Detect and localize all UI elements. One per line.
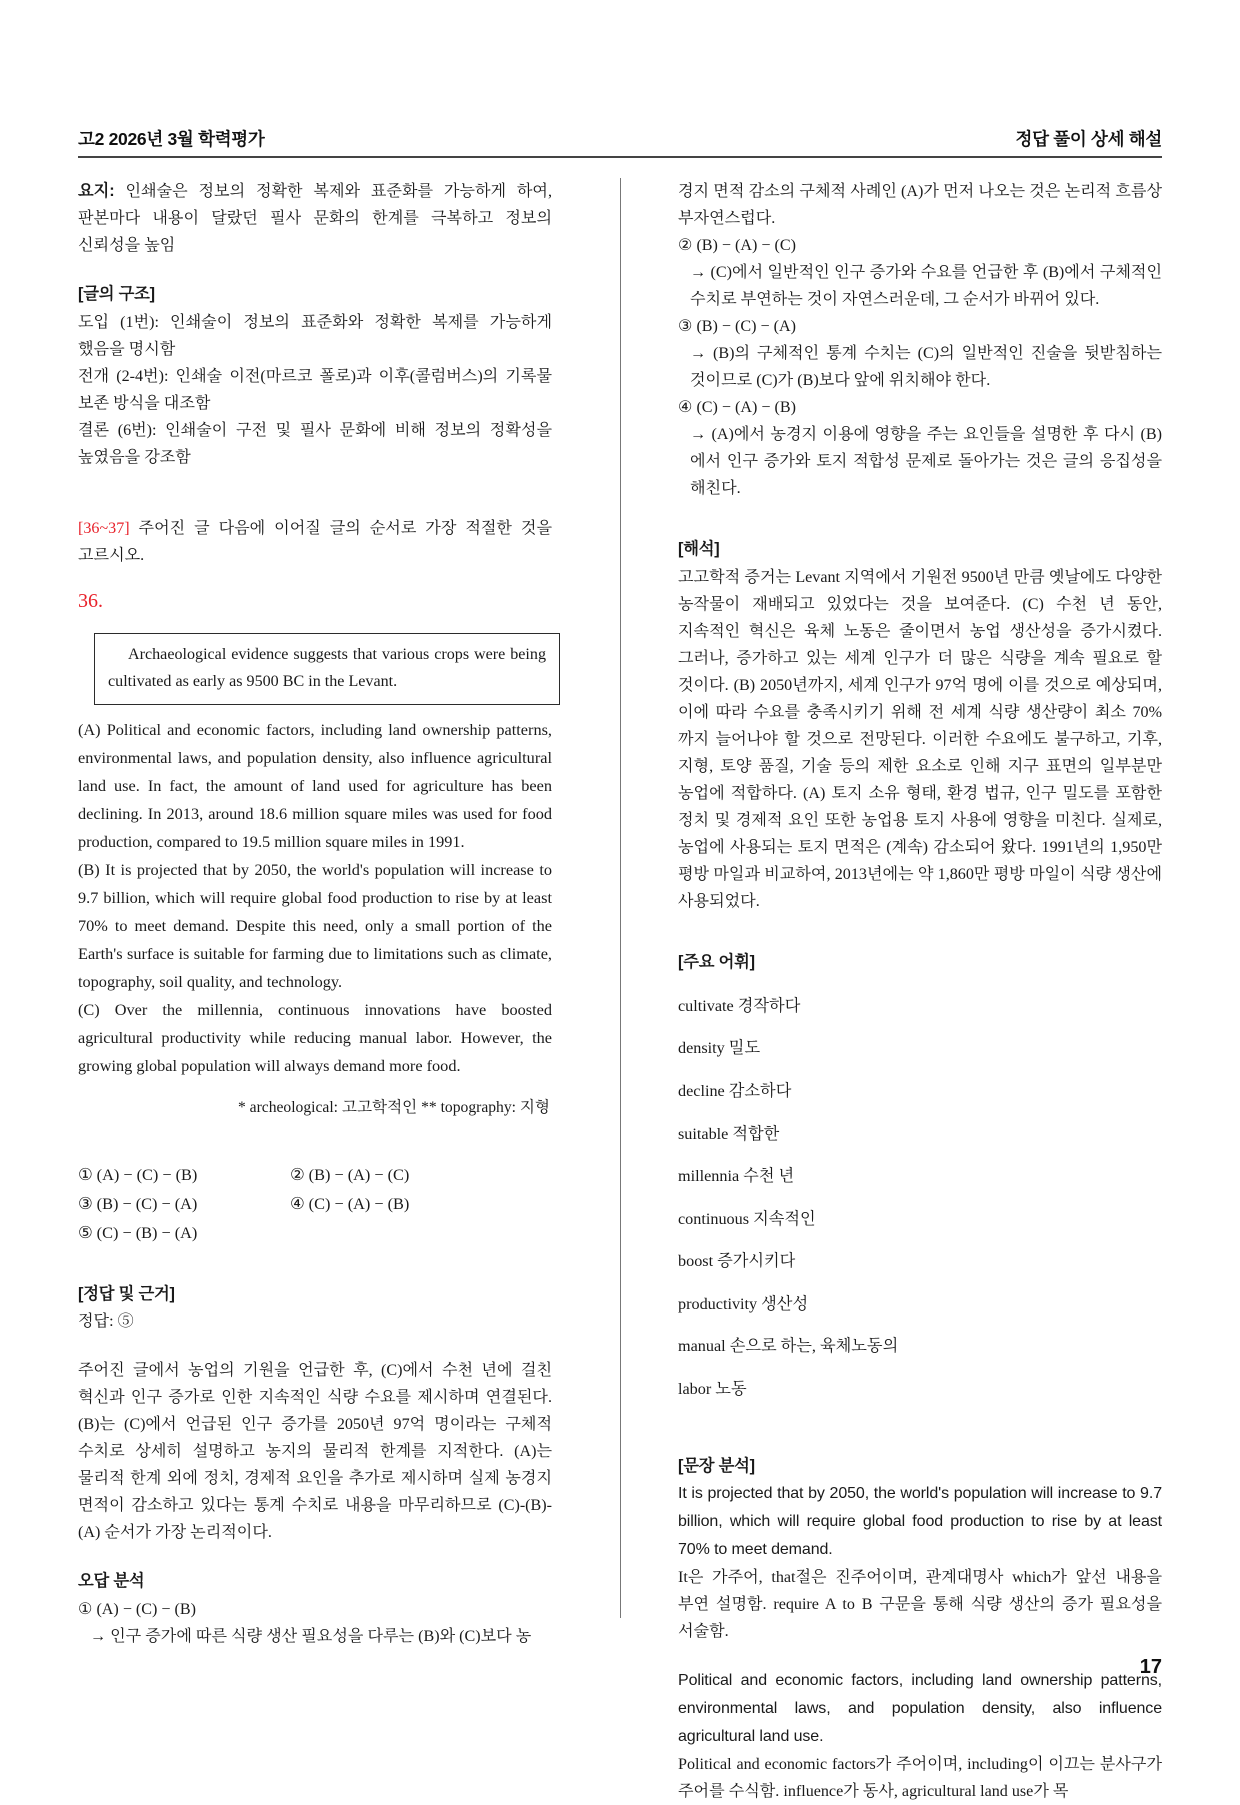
sentence-analysis-english-2: Political and economic factors, including land ownership patterns, environmental laws, and population density, also influence agricultural land use. bbox=[678, 1672, 1162, 1746]
vocabulary-item: density 밀도 bbox=[678, 1039, 761, 1058]
choice-1[interactable]: ① (A) − (C) − (B) bbox=[78, 1164, 198, 1184]
structure-heading: [글의 구조] bbox=[78, 285, 155, 304]
question-range-instruction bbox=[78, 515, 552, 569]
spacer bbox=[78, 471, 552, 515]
answer-rationale: 주어진 글에서 농업의 기원을 언급한 후, (C)에서 수천 년에 걸친 혁신과 인구 증가로 인한 지속적인 식량 수요를 제시하며 연결된다. (B)는 (C)에서 언급된 인구 증가를 2050년 97억 명이라는 구체적 수치로 상세히 설명하고 농지의 물리적 한계를 지적한다. (A)는 물리적 한계 외에 정치, 경제적 요인을 추가로 제시하며 실제 농경지 면적이 감소하고 있다는 통계 수치로 내용을 마무리하므로 (C)-(B)-(A) 순서가 가장 논리적이다. bbox=[78, 1361, 552, 1542]
choice-row bbox=[78, 1218, 552, 1247]
summary-text: 인쇄술은 정보의 정확한 복제와 표준화를 가능하게 하여, 판본마다 내용이 달랐던 필사 문화의 한계를 극복하고 정보의 신뢰성을 높임 bbox=[78, 183, 552, 255]
vocabulary-item: manual 손으로 하는, 육체노동의 bbox=[678, 1337, 899, 1356]
wrong-analysis-choice-2: ② (B) − (A) − (C) bbox=[678, 237, 796, 255]
sentence-analysis-korean-2: Political and economic factors가 주어이며, including이 이끄는 분사구가 주어를 수식함. influence가 동사, agricultural land use가 목 bbox=[678, 1756, 1162, 1801]
spacer bbox=[678, 502, 1162, 536]
choice-row bbox=[78, 1189, 552, 1218]
choice-2[interactable]: ② (B) − (A) − (C) bbox=[290, 1164, 410, 1184]
spacer bbox=[78, 1546, 552, 1568]
wrong-analysis-heading: 오답 분석 bbox=[78, 1572, 145, 1591]
passage-footnote: * archeological: 고고학적인 ** topography: 지형 bbox=[237, 1099, 550, 1117]
vocabulary-item: labor 노동 bbox=[678, 1380, 747, 1399]
wrong-analysis-choice-1: ① (A) − (C) − (B) bbox=[78, 1600, 196, 1618]
question-range-tag: [36~37] bbox=[78, 519, 130, 537]
spacer bbox=[78, 1247, 552, 1281]
header-section-title: 정답 풀이 상세 해설 bbox=[1015, 129, 1162, 149]
wrong-analysis-choice-4: ④ (C) − (A) − (B) bbox=[678, 399, 796, 417]
column-gap bbox=[562, 178, 678, 1618]
answer-choices bbox=[78, 1160, 552, 1247]
passage-box bbox=[94, 633, 560, 705]
question-range-text: 주어진 글 다음에 이어질 글의 순서로 가장 적절한 것을 고르시오. bbox=[78, 519, 552, 564]
vocabulary-item: suitable 적합한 bbox=[678, 1124, 780, 1143]
vocabulary-item: decline 감소하다 bbox=[678, 1081, 792, 1100]
left-column bbox=[78, 178, 562, 1645]
translation-text: 고고학적 증거는 Levant 지역에서 기원전 9500년 만큼 옛날에도 다양한 농작물이 재배되고 있었다는 것을 보여준다. (C) 수천 년 동안, 지속적인 혁신은 육체 노동은 줄이면서 농업 생산성을 증가시켰다. 그러나, 증가하고 있는 세계 인구가 더 많은 식량을 계속 필요로 할 것이다. (B) 2050년까지, 세계 인구가 97억 명에 이를 것으로 예상되며, 이에 따라 수요를 충족시키기 위해 전 세계 식량 생산량이 최소 70%까지 늘어나야 할 것으로 전망된다. 이러한 수요에도 불구하고, 기후, 지형, 토양 품질, 기술 등의 제한 요소로 인해 지구 표면의 일부분만 농업에 적합하다. (A) 토지 소유 형태, 환경 법규, 인구 밀도를 포함한 정치 및 경제적 요인 또한 농업용 토지 사용에 영향을 미친다. 실제로, 농업에 사용되는 토지 면적은 (계속) 감소되어 왔다. 1991년의 1,950만 평방 마일과 비교하여, 2013년에는 약 1,860만 평방 마일이 식량 생산에 사용되었다. bbox=[678, 568, 1162, 911]
passage-part-a: (A) Political and economic factors, including land ownership patterns, environmental laws, and population density, also influence agricultural land use. In fact, the amount of land used for agriculture has been declining. In 2013, around 18.6 million square miles was used for food production, compared to 19.5 million square miles in 1991. bbox=[78, 719, 552, 851]
choice-row bbox=[78, 1160, 552, 1189]
vocabulary-item: cultivate 경작하다 bbox=[678, 996, 801, 1015]
spacer bbox=[678, 915, 1162, 949]
page-header bbox=[78, 126, 1162, 151]
sentence-analysis-heading: [문장 분석] bbox=[678, 1456, 755, 1475]
vocabulary-item: productivity 생산성 bbox=[678, 1294, 809, 1313]
header-divider-rule bbox=[78, 156, 1162, 158]
vocabulary-item: continuous 지속적인 bbox=[678, 1209, 816, 1228]
passage-part-c: (C) Over the millennia, continuous innovations have boosted agricultural productivity while reducing manual labor. However, the growing global population will always demand more food. bbox=[78, 999, 552, 1075]
choice-4[interactable]: ④ (C) − (A) − (B) bbox=[290, 1193, 410, 1213]
structure-line-conclusion: 결론 (6번): 인쇄술이 구전 및 필사 문화에 비해 정보의 정확성을 높였음을 강조함 bbox=[78, 421, 552, 466]
vocabulary-item: boost 증가시키다 bbox=[678, 1252, 796, 1271]
vocabulary-item: millennia 수천 년 bbox=[678, 1167, 795, 1186]
wrong-analysis-choice-3: ③ (B) − (C) − (A) bbox=[678, 318, 796, 336]
sentence-analysis-english-1: It is projected that by 2050, the world's population will increase to 9.7 billion, which will require global food production to rise by at least 70% to meet demand. bbox=[678, 1485, 1162, 1559]
spacer bbox=[78, 1138, 552, 1160]
translation-heading: [해석] bbox=[678, 540, 720, 559]
answer-section-heading: [정답 및 근거] bbox=[78, 1284, 175, 1303]
sentence-analysis-korean-1: It은 가주어, that절은 진주어이며, 관계대명사 which가 앞선 내용을 부연 설명함. require A to B 구문을 통해 식량 생산의 증가 필요성을 서술함. bbox=[678, 1569, 1162, 1641]
wrong-analysis-explanation-3: → (B)의 구체적인 통계 수치는 (C)의 일반적인 진술을 뒷받침하는 것이므로 (C)가 (B)보다 앞에 위치해야 한다. bbox=[690, 345, 1162, 390]
passage-part-b: (B) It is projected that by 2050, the world's population will increase to 9.7 billion, which will require global food production to rise by at least 70% to meet demand. Despite this need, only a small portion of the Earth's surface is suitable for farming due to limitations such as climate, topography, soil quality, and technology. bbox=[78, 859, 552, 991]
wrong-analysis-explanation-1: → 인구 증가에 따른 식량 생산 필요성을 다루는 (B)와 (C)보다 농 bbox=[90, 1627, 532, 1645]
choice-5[interactable]: ⑤ (C) − (B) − (A) bbox=[78, 1222, 198, 1242]
structure-line-development: 전개 (2-4번): 인쇄술 이전(마르코 폴로)과 이후(콜럼버스)의 기록물 보존 방식을 대조함 bbox=[78, 367, 552, 412]
page-number: 17 bbox=[1139, 1656, 1162, 1678]
choice-3[interactable]: ③ (B) − (C) − (A) bbox=[78, 1193, 198, 1213]
vocabulary-heading: [주요 어휘] bbox=[678, 953, 755, 972]
summary-label: 요지: bbox=[78, 182, 115, 200]
passage-box-text: Archaeological evidence suggests that various crops were being cultivated as early as 9500 BC in the Levant. bbox=[108, 645, 546, 691]
summary-paragraph bbox=[78, 178, 552, 259]
wrong-analysis-explanation-2: → (C)에서 일반적인 인구 증가와 수요를 언급한 후 (B)에서 구체적인 수치로 부연하는 것이 자연스러운데, 그 순서가 바뀌어 있다. bbox=[690, 264, 1162, 309]
wrong-analysis-explanation-1-continued: 경지 면적 감소의 구체적 사례인 (A)가 먼저 나오는 것은 논리적 흐름상 부자연스럽다. bbox=[678, 183, 1162, 228]
answer-line: 정답: ⑤ bbox=[78, 1312, 134, 1330]
column-divider-line bbox=[620, 178, 621, 1618]
spacer bbox=[78, 259, 552, 281]
header-exam-title: 고2 2026년 3월 학력평가 bbox=[78, 129, 265, 149]
structure-line-intro: 도입 (1번): 인쇄술이 정보의 표준화와 정확한 복제를 가능하게 했음을 명시함 bbox=[78, 313, 552, 358]
spacer bbox=[678, 1419, 1162, 1453]
spacer bbox=[78, 1335, 552, 1357]
spacer bbox=[678, 1645, 1162, 1667]
wrong-analysis-explanation-4: → (A)에서 농경지 이용에 영향을 주는 요인들을 설명한 후 다시 (B)에서 인구 증가와 토지 적합성 문제로 돌아가는 것은 글의 응집성을 해친다. bbox=[690, 426, 1162, 498]
question-number: 36. bbox=[78, 589, 103, 612]
